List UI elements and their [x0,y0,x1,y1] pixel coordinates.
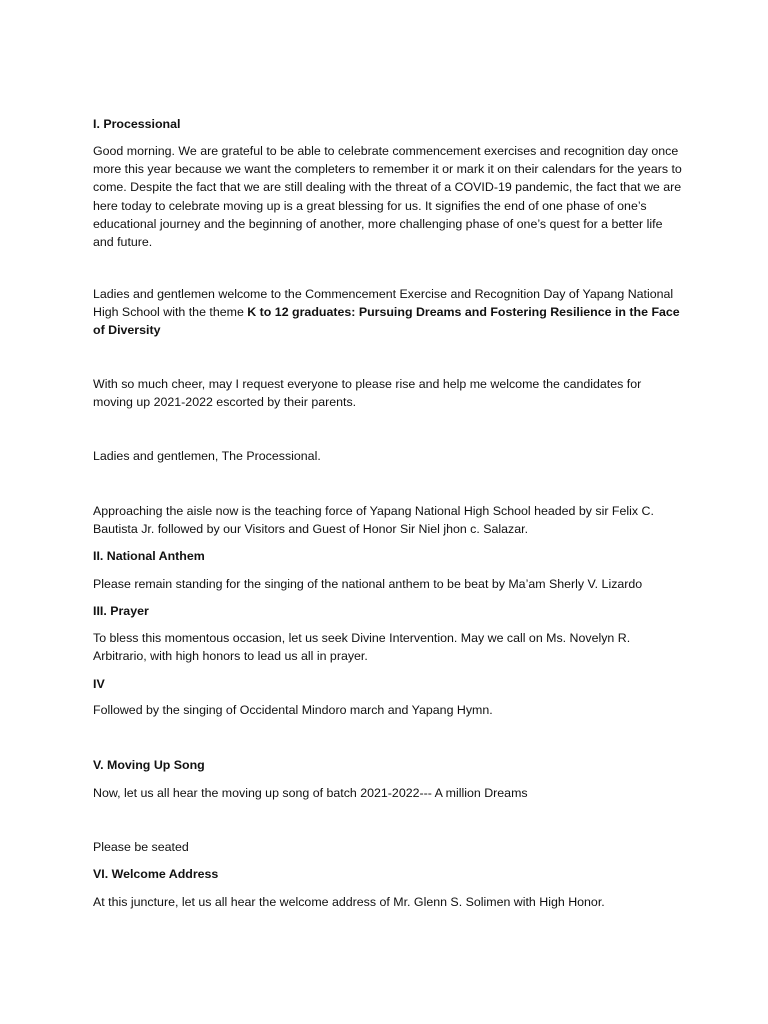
seated-paragraph: Please be seated [93,840,189,854]
welcome-text: Ladies and gentlemen welcome to the Commencement Exercise and Recognition Day of Yapang National High School with the theme [93,287,674,320]
aisle-paragraph: Approaching the aisle now is the teaching force of Yapang National High School headed by sir Felix C. Bautista Jr. followed by our Visitors and Guest of Honor Sir Niel jhon c. Salazar. [93,504,654,537]
anthem-paragraph: Please remain standing for the singing of the national anthem to be beat by Ma’am Sherly V. Lizardo [93,577,643,591]
rise-paragraph: With so much cheer, may I request everyone to please rise and help me welcome the candidates for moving up 2021-2022 escorted by their parents. [93,377,642,410]
section-heading-national-anthem: II. National Anthem [93,549,205,563]
prayer-paragraph: To bless this momentous occasion, let us seek Divine Intervention. May we call on Ms. Novelyn R. Arbitrario, with high honors to lead us all in prayer. [93,631,631,664]
opening-paragraph: Good morning. We are grateful to be able to celebrate commencement exercises and recognition day once more this year because we want the completers to remember it or mark it on their calendars for the years to come. Despite the fact that we are still dealing with the threat of a COVID-19 pandemic, the fact that we are here today to celebrate moving up is a great blessing for us. It signifies the end of one phase of one’s educational journey and the beginning of another, more challenging phase of one’s quest for a better life and future. [93,144,682,250]
section-heading-prayer: III. Prayer [93,604,149,618]
hymn-paragraph: Followed by the singing of Occidental Mindoro march and Yapang Hymn. [93,703,493,717]
welcome-paragraph [93,285,683,340]
section-heading-processional: I. Processional [93,117,181,131]
section-heading-moving-up-song: V. Moving Up Song [93,758,205,772]
processional-paragraph: Ladies and gentlemen, The Processional. [93,449,321,463]
welcome-address-paragraph: At this juncture, let us all hear the welcome address of Mr. Glenn S. Solimen with High Honor. [93,895,605,909]
theme-text: K to 12 graduates: Pursuing Dreams and Fostering Resilience in the Face of Diversity [93,305,680,338]
moving-up-song-paragraph: Now, let us all hear the moving up song of batch 2021-2022--- A million Dreams [93,786,528,800]
section-heading-iv: IV [93,677,105,691]
section-heading-welcome-address: VI. Welcome Address [93,867,219,881]
